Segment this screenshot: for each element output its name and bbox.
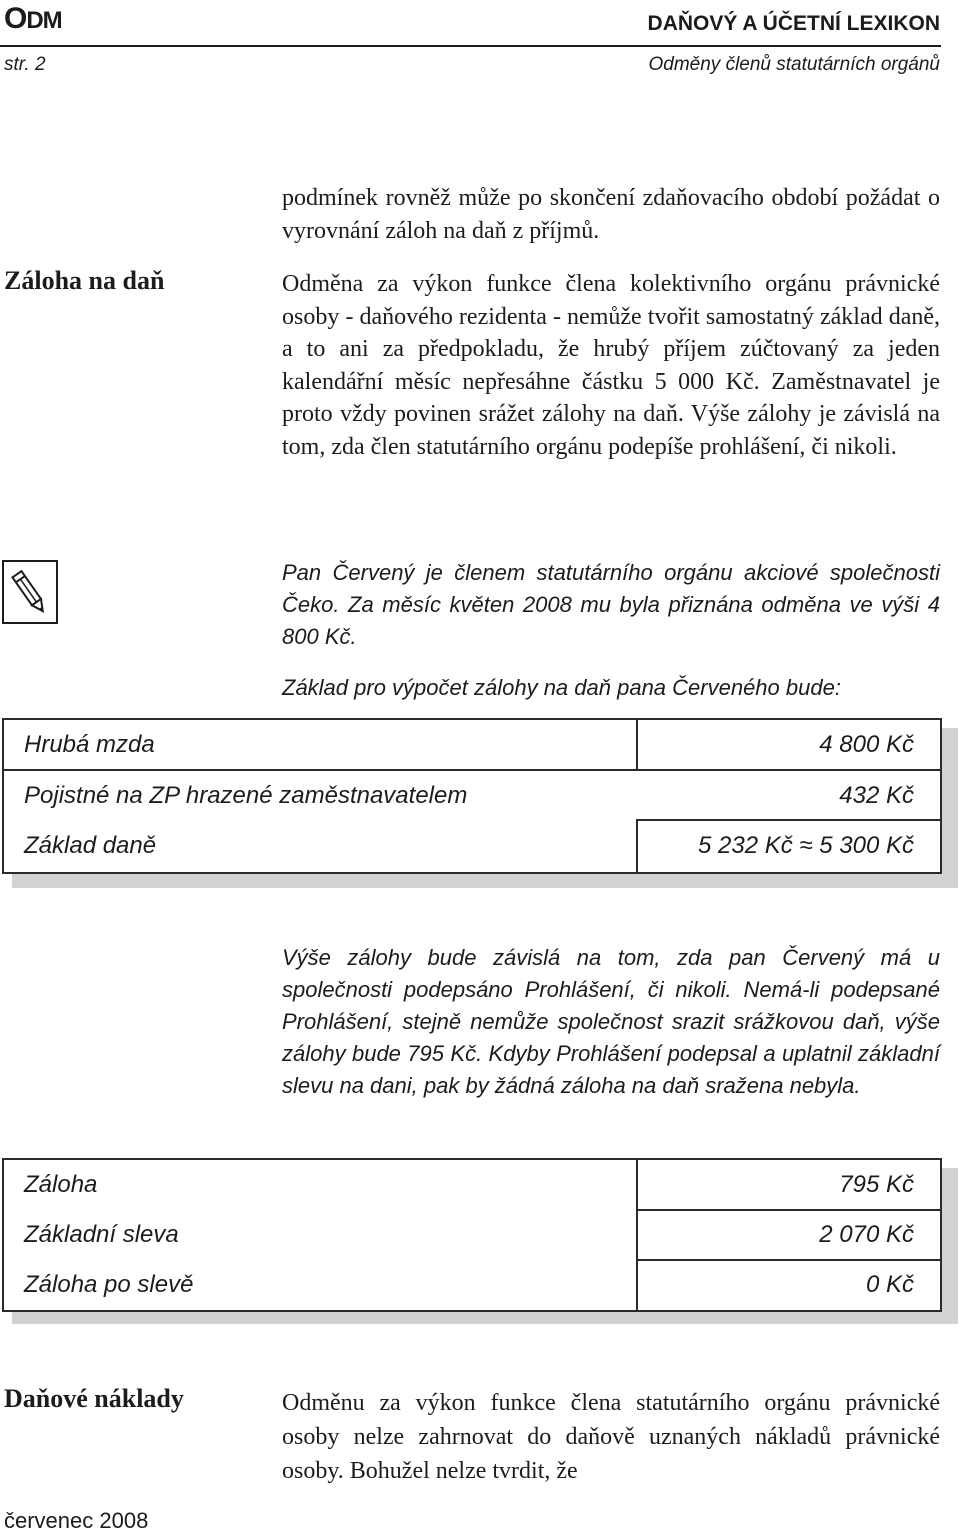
- advance-paragraph: Odměna za výkon funkce člena kolektivního orgánu právnické osoby - daňového rezidenta - nemůže tvořit samostatný základ daně, a to ani za předpokladu, že hrubý příjem zúčtovaný za jeden kalendářní měsíc nepřesáhne částku 5 000 Kč. Zaměstnavatel je proto vždy povinen srážet zálohy na daň. Výše zálohy je závislá na tom, zda člen statutárního orgánu podepíše prohlášení, či nikoli.: [282, 271, 940, 460]
- pencil-icon: [2, 560, 58, 624]
- row-divider: [636, 819, 940, 821]
- row-label: Základní sleva: [24, 1221, 179, 1248]
- section-title: Odměny členů statutárních orgánů: [648, 54, 940, 75]
- page-number: str. 2: [4, 54, 46, 75]
- tax-base-table: [2, 718, 942, 874]
- intro-paragraph: podmínek rovněž může po skončení zdaňovacího období požádat o vyrovnání záloh na daň z příjmů.: [282, 185, 940, 244]
- row-value: 4 800 Kč: [819, 731, 914, 758]
- row-divider: [4, 769, 940, 771]
- row-label: Záloha po slevě: [24, 1271, 194, 1298]
- costs-paragraph: Odměnu za výkon funkce člena statutárního orgánu právnické osoby nelze zahrnovat do daňově uznaných nákladů právnické osoby. Bohužel nelze tvrdit, že: [282, 1390, 940, 1484]
- row-label: Základ daně: [24, 832, 157, 859]
- row-value: 0 Kč: [865, 1271, 914, 1298]
- row-value: 432 Kč: [839, 782, 914, 809]
- costs-heading: Daňové náklady: [4, 1384, 184, 1413]
- footer-date: červenec 2008: [4, 1508, 149, 1533]
- advance-table: [2, 1158, 942, 1312]
- row-label: Záloha: [24, 1171, 98, 1198]
- example-base-intro: Základ pro výpočet zálohy na daň pana Červeného bude:: [282, 675, 841, 700]
- row-value: 2 070 Kč: [819, 1221, 914, 1248]
- example-paragraph: Pan Červený je členem statutárního orgánu akciové společnosti Čeko. Za měsíc květen 2008 mu byla přiznána odměna ve výši 4 800 Kč.: [282, 560, 940, 649]
- lexicon-title: DAŇOVÝ A ÚČETNÍ LEXIKON: [647, 12, 940, 35]
- row-label: Pojistné na ZP hrazené zaměstnavatelem: [24, 782, 468, 809]
- row-value: 5 232 Kč ≈ 5 300 Kč: [698, 832, 914, 859]
- row-label: Hrubá mzda: [24, 731, 155, 758]
- publication-code: ODM: [4, 2, 62, 35]
- row-value: 795 Kč: [839, 1171, 914, 1198]
- explanation-paragraph: Výše zálohy bude závislá na tom, zda pan Červený má u společnosti podepsáno Prohlášení, či nikoli. Nemá-li podepsané Prohlášení, stejně nemůže společnost srazit srážkovou daň, výše zálohy bude 795 Kč. Kdyby Prohlášení podepsal a uplatnil základní slevu na dani, pak by žádná záloha na daň sražena nebyla.: [282, 945, 940, 1098]
- row-divider: [636, 1209, 940, 1211]
- row-divider: [636, 1259, 940, 1261]
- header-rule: [0, 45, 941, 47]
- advance-heading: Záloha na daň: [4, 266, 165, 295]
